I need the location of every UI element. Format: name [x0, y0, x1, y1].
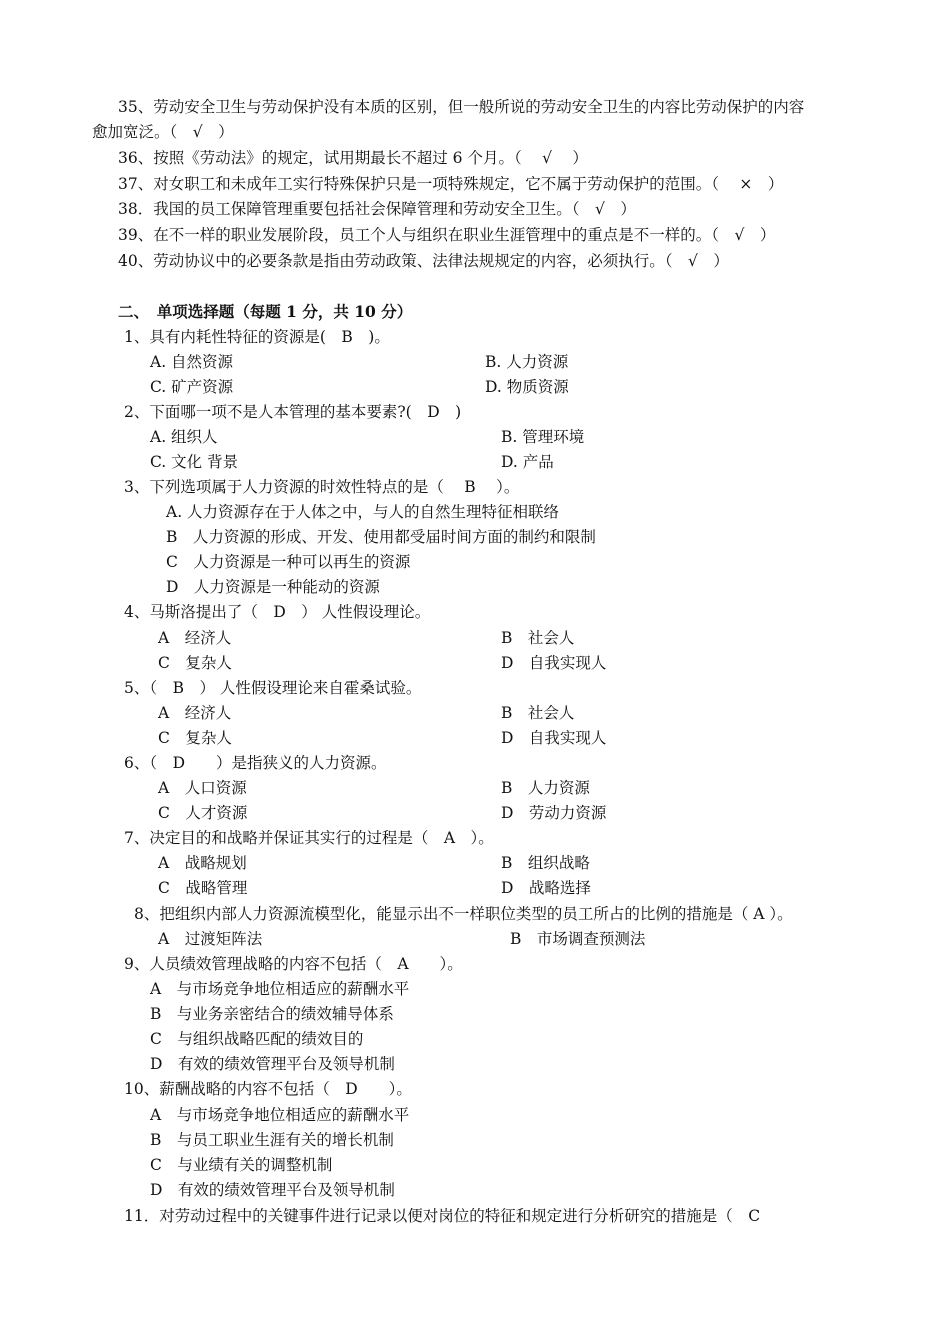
tf-item-35-line1: 35、劳动安全卫生与劳动保护没有本质的区别，但一般所说的劳动安全卫生的内容比劳动保护的内容 — [118, 98, 805, 116]
question-1-stem: 1、具有内耗性特征的资源是( B )。 — [124, 328, 390, 346]
tf-item-40: 40、劳动协议中的必要条款是指由劳动政策、法律法规规定的内容，必须执行。（ √ ） — [118, 252, 729, 270]
question-9-option-a: A 与市场竞争地位相适应的薪酬水平 — [150, 980, 410, 998]
question-9-option-b: B 与业务亲密结合的绩效辅导体系 — [150, 1005, 394, 1023]
question-5-option-a: A 经济人 — [158, 704, 232, 722]
question-9-stem: 9、人员绩效管理战略的内容不包括（ A ）。 — [124, 955, 463, 973]
question-4-option-b: B 社会人 — [501, 629, 575, 647]
question-7-option-b: B 组织战略 — [501, 854, 590, 872]
question-3-option-b: B 人力资源的形成、开发、使用都受届时间方面的制约和限制 — [166, 528, 596, 546]
tf-item-38: 38．我国的员工保障管理重要包括社会保障管理和劳动安全卫生。（ √ ） — [118, 200, 636, 218]
question-4-option-a: A 经济人 — [158, 629, 232, 647]
question-2-option-d: D. 产品 — [501, 453, 554, 471]
question-6-option-d: D 劳动力资源 — [501, 804, 607, 822]
question-4-option-d: D 自我实现人 — [501, 654, 607, 672]
question-1-option-b: B. 人力资源 — [485, 353, 569, 371]
question-8-stem: 8、把组织内部人力资源流模型化，能显示出不一样职位类型的员工所占的比例的措施是（ A ）。 — [134, 905, 793, 923]
question-11-stem: 11．对劳动过程中的关键事件进行记录以便对岗位的特征和规定进行分析研究的措施是（ C — [124, 1207, 761, 1225]
question-3-option-c: C 人力资源是一种可以再生的资源 — [166, 553, 411, 571]
question-9-option-d: D 有效的绩效管理平台及领导机制 — [150, 1055, 395, 1073]
question-7-option-c: C 战略管理 — [158, 879, 248, 897]
question-3-stem: 3、下列选项属于人力资源的时效性特点的是（ B ）。 — [124, 478, 520, 496]
question-6-option-a: A 人口资源 — [158, 779, 247, 797]
section-title: 二、 单项选择题（每题 1 分，共 10 分） — [118, 302, 413, 321]
question-6-option-b: B 人力资源 — [501, 779, 590, 797]
question-8-option-b: B 市场调查预测法 — [510, 930, 646, 948]
question-3-option-d: D 人力资源是一种能动的资源 — [166, 578, 380, 596]
question-1-option-d: D. 物质资源 — [485, 378, 569, 396]
tf-item-35-line2: 愈加宽泛。（ √ ） — [92, 123, 234, 141]
question-6-stem: 6、（ D ）是指狭义的人力资源。 — [124, 754, 387, 772]
question-4-stem: 4、马斯洛提出了（ D ） 人性假设理论。 — [124, 603, 431, 621]
question-1-option-c: C. 矿产资源 — [150, 378, 234, 396]
question-1-option-a: A. 自然资源 — [150, 353, 234, 371]
question-2-option-b: B. 管理环境 — [501, 428, 585, 446]
question-5-option-c: C 复杂人 — [158, 729, 232, 747]
tf-item-36: 36、按照《劳动法》的规定，试用期最长不超过 6 个月。（ √ ） — [118, 149, 588, 167]
question-10-option-a: A 与市场竞争地位相适应的薪酬水平 — [150, 1106, 410, 1124]
question-5-option-b: B 社会人 — [501, 704, 575, 722]
question-6-option-c: C 人才资源 — [158, 804, 248, 822]
question-10-option-c: C 与业绩有关的调整机制 — [150, 1156, 333, 1174]
question-7-option-d: D 战略选择 — [501, 879, 591, 897]
question-5-option-d: D 自我实现人 — [501, 729, 607, 747]
question-2-stem: 2、下面哪一项不是人本管理的基本要素?( D ) — [124, 403, 462, 421]
question-4-option-c: C 复杂人 — [158, 654, 232, 672]
question-9-option-c: C 与组织战略匹配的绩效目的 — [150, 1030, 364, 1048]
question-3-option-a: A. 人力资源存在于人体之中，与人的自然生理特征相联络 — [166, 503, 560, 521]
tf-item-37: 37、对女职工和未成年工实行特殊保护只是一项特殊规定，它不属于劳动保护的范围。（ × ） — [118, 175, 784, 193]
tf-item-39: 39、在不一样的职业发展阶段，员工个人与组织在职业生涯管理中的重点是不一样的。（ √ ） — [118, 226, 776, 244]
question-10-option-d: D 有效的绩效管理平台及领导机制 — [150, 1181, 395, 1199]
question-10-option-b: B 与员工职业生涯有关的增长机制 — [150, 1131, 394, 1149]
question-7-option-a: A 战略规划 — [158, 854, 247, 872]
question-2-option-a: A. 组织人 — [150, 428, 218, 446]
question-5-stem: 5、（ B ） 人性假设理论来自霍桑试验。 — [124, 679, 422, 697]
question-8-option-a: A 过渡矩阵法 — [158, 930, 263, 948]
question-10-stem: 10、薪酬战略的内容不包括（ D ）。 — [124, 1080, 412, 1098]
question-2-option-c: C. 文化 背景 — [150, 453, 239, 471]
question-7-stem: 7、决定目的和战略并保证其实行的过程是（ A ）。 — [124, 829, 494, 847]
